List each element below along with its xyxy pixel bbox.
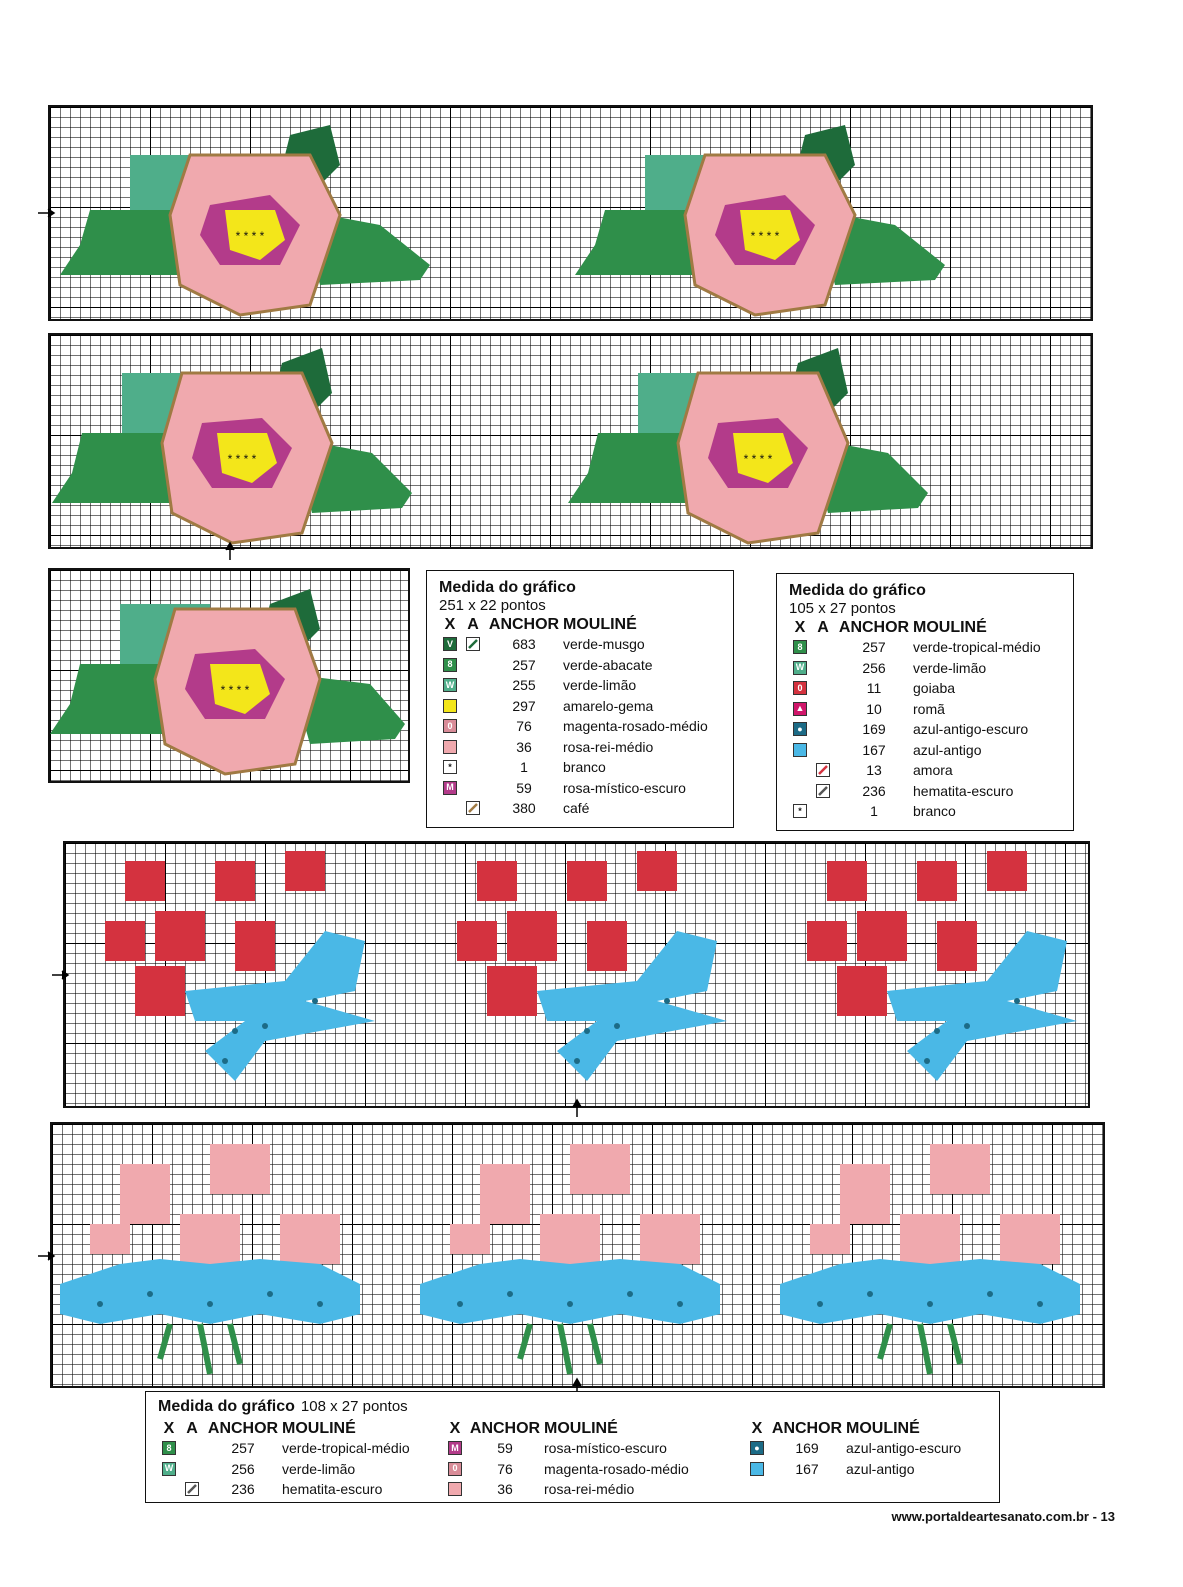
legend-rows xyxy=(158,1438,448,1500)
legend-row xyxy=(158,1459,448,1480)
thread-swatch-icon xyxy=(750,1462,764,1476)
thread-swatch-icon: W xyxy=(443,678,457,692)
thread-swatch-icon: V xyxy=(443,637,457,651)
thread-swatch-icon: 0 xyxy=(443,719,457,733)
flower-chart-1 xyxy=(48,105,1093,321)
mouline-name: rosa-místico-escuro xyxy=(563,779,686,796)
legend-header: X A ANCHOR MOULINÉ xyxy=(444,616,637,633)
mouline-name: verde-limão xyxy=(282,1460,356,1477)
mouline-name: branco xyxy=(563,759,606,776)
mouline-name: verde-limão xyxy=(913,659,987,676)
anchor-code: 236 xyxy=(231,1481,255,1498)
legend-rows xyxy=(789,637,1061,822)
pink-blue-motif xyxy=(420,1144,760,1374)
svg-text:* * * *: * * * * xyxy=(220,683,250,697)
thread-swatch-icon: * xyxy=(443,760,457,774)
anchor-code: 380 xyxy=(512,800,536,817)
legend-header: X A ANCHOR MOULINÉ xyxy=(794,619,987,636)
mouline-name: magenta-rosado-médio xyxy=(544,1460,689,1477)
anchor-code: 59 xyxy=(516,779,532,796)
svg-text:* * * *: * * * * xyxy=(750,229,780,243)
center-arrow-icon xyxy=(572,1097,582,1117)
mouline-name: hematita-escuro xyxy=(282,1481,383,1498)
legend-row xyxy=(439,696,721,717)
mouline-name: verde-abacate xyxy=(563,656,653,673)
pink-blue-chart xyxy=(50,1122,1105,1388)
rose-bow-motif xyxy=(787,851,1090,1101)
anchor-code: 13 xyxy=(866,762,882,779)
anchor-code: 683 xyxy=(512,636,536,653)
anchor-code: 257 xyxy=(862,639,886,656)
thread-swatch-icon: 8 xyxy=(443,658,457,672)
legend-row xyxy=(789,719,1061,740)
thread-swatch-icon xyxy=(443,740,457,754)
anchor-code: 76 xyxy=(497,1460,513,1477)
anchor-code: 11 xyxy=(866,680,882,697)
page-footer: www.portaldeartesanato.com.br - 13 xyxy=(891,1509,1115,1524)
thread-swatch-icon: 0 xyxy=(448,1462,462,1476)
legend-row xyxy=(746,1459,996,1480)
legend-row xyxy=(789,678,1061,699)
legend-title: Medida do gráfico xyxy=(789,582,926,599)
legend-row xyxy=(789,781,1061,802)
legend-row xyxy=(789,699,1061,720)
legend-row xyxy=(439,778,721,799)
backstitch-swatch-icon xyxy=(816,763,830,777)
flower-motif xyxy=(60,115,440,321)
legend-row xyxy=(746,1438,996,1459)
legend-box-a xyxy=(426,570,734,828)
mouline-name: verde-limão xyxy=(563,677,637,694)
mouline-name: verde-musgo xyxy=(563,636,645,653)
anchor-code: 36 xyxy=(516,738,532,755)
mouline-name: verde-tropical-médio xyxy=(282,1440,410,1457)
thread-swatch-icon: M xyxy=(448,1441,462,1455)
anchor-code: 169 xyxy=(862,721,886,738)
pink-blue-motif xyxy=(780,1144,1105,1374)
thread-swatch-icon: 8 xyxy=(793,640,807,654)
mouline-name: amarelo-gema xyxy=(563,697,654,714)
legend-row xyxy=(789,658,1061,679)
svg-text:* * * *: * * * * xyxy=(227,452,257,466)
legend-row xyxy=(439,757,721,778)
legend-row xyxy=(439,634,721,655)
legend-row xyxy=(439,716,721,737)
anchor-code: 59 xyxy=(497,1440,513,1457)
rose-bow-motif xyxy=(437,851,757,1101)
backstitch-swatch-icon xyxy=(466,801,480,815)
legend-row xyxy=(789,637,1061,658)
thread-swatch-icon: W xyxy=(793,661,807,675)
anchor-code: 257 xyxy=(512,656,536,673)
legend-row xyxy=(439,675,721,696)
anchor-code: 297 xyxy=(512,697,536,714)
mouline-name: azul-antigo xyxy=(846,1460,915,1477)
legend-row xyxy=(439,798,721,819)
flower-motif xyxy=(568,343,948,549)
center-arrow-icon xyxy=(52,970,72,980)
flower-motif xyxy=(52,343,432,549)
anchor-code: 256 xyxy=(862,659,886,676)
center-arrow-icon xyxy=(225,540,235,560)
legend-row xyxy=(444,1459,734,1480)
mouline-name: goiaba xyxy=(913,680,956,697)
legend-row xyxy=(158,1479,448,1500)
anchor-code: 167 xyxy=(795,1460,819,1477)
thread-swatch-icon xyxy=(793,743,807,757)
mouline-name: branco xyxy=(913,803,956,820)
svg-text:* * * *: * * * * xyxy=(743,452,773,466)
anchor-code: 1 xyxy=(870,803,878,820)
anchor-code: 76 xyxy=(516,718,532,735)
legend-size: 108 x 27 pontos xyxy=(300,1398,408,1415)
backstitch-swatch-icon xyxy=(185,1482,199,1496)
anchor-code: 36 xyxy=(497,1481,513,1498)
flower-chart-3 xyxy=(48,568,410,783)
backstitch-swatch-icon xyxy=(466,637,480,651)
mouline-name: azul-antigo xyxy=(913,741,982,758)
thread-swatch-icon xyxy=(443,699,457,713)
legend-size: 105 x 27 pontos xyxy=(789,600,896,617)
anchor-code: 1 xyxy=(520,759,528,776)
legend-row xyxy=(444,1479,734,1500)
pink-blue-motif xyxy=(60,1144,400,1374)
legend-column-3: X ANCHOR MOULINÉ ● 169 azul-antigo-escuro 167 azul-antigo xyxy=(746,1418,996,1479)
legend-row xyxy=(444,1438,734,1459)
legend-rows xyxy=(444,1438,734,1500)
legend-row xyxy=(789,760,1061,781)
thread-swatch-icon: * xyxy=(793,804,807,818)
mouline-name: magenta-rosado-médio xyxy=(563,718,708,735)
thread-swatch-icon: ● xyxy=(750,1441,764,1455)
legend-title-line xyxy=(158,1398,987,1416)
mouline-name: rosa-rei-médio xyxy=(563,738,654,755)
flower-chart-2 xyxy=(48,333,1093,549)
backstitch-swatch-icon xyxy=(816,784,830,798)
svg-text:* * * *: * * * * xyxy=(235,229,265,243)
thread-swatch-icon: M xyxy=(443,781,457,795)
legend-column-1: X A ANCHOR MOULINÉ 8 257 verde-tropical-médio W 256 verde-limão 236 hematita-escuro xyxy=(158,1418,448,1500)
legend-title: Medida do gráfico xyxy=(158,1398,295,1415)
anchor-code: 167 xyxy=(862,741,886,758)
center-arrow-icon xyxy=(38,208,58,218)
thread-swatch-icon: ● xyxy=(793,722,807,736)
mouline-name: romã xyxy=(913,700,945,717)
mouline-name: rosa-místico-escuro xyxy=(544,1440,667,1457)
mouline-name: amora xyxy=(913,762,953,779)
thread-swatch-icon: W xyxy=(162,1462,176,1476)
anchor-code: 256 xyxy=(231,1460,255,1477)
anchor-code: 169 xyxy=(795,1440,819,1457)
flower-motif xyxy=(575,115,955,321)
thread-swatch-icon: 8 xyxy=(162,1441,176,1455)
anchor-code: 257 xyxy=(231,1440,255,1457)
legend-row xyxy=(439,655,721,676)
thread-swatch-icon: ▲ xyxy=(793,702,807,716)
rose-bow-motif xyxy=(85,851,405,1101)
thread-swatch-icon: 0 xyxy=(793,681,807,695)
flower-motif xyxy=(50,584,410,783)
anchor-code: 255 xyxy=(512,677,536,694)
legend-box-c xyxy=(145,1391,1000,1503)
legend-size: 251 x 22 pontos xyxy=(439,597,546,614)
legend-row xyxy=(789,801,1061,822)
mouline-name: hematita-escuro xyxy=(913,782,1014,799)
center-arrow-icon xyxy=(38,1251,58,1261)
legend-rows xyxy=(746,1438,996,1479)
legend-rows xyxy=(439,634,721,819)
legend-row xyxy=(158,1438,448,1459)
anchor-code: 10 xyxy=(866,700,882,717)
rose-bow-chart xyxy=(63,841,1090,1108)
legend-column-2: X ANCHOR MOULINÉ M 59 rosa-místico-escuro 0 76 magenta-rosado-médio 36 rosa-rei-médio xyxy=(444,1418,734,1500)
mouline-name: verde-tropical-médio xyxy=(913,639,1041,656)
mouline-name: rosa-rei-médio xyxy=(544,1481,635,1498)
thread-swatch-icon xyxy=(448,1482,462,1496)
legend-row xyxy=(789,740,1061,761)
legend-row xyxy=(439,737,721,758)
mouline-name: café xyxy=(563,800,590,817)
legend-box-b xyxy=(776,573,1074,831)
mouline-name: azul-antigo-escuro xyxy=(913,721,1029,738)
anchor-code: 236 xyxy=(862,782,886,799)
mouline-name: azul-antigo-escuro xyxy=(846,1440,962,1457)
legend-title: Medida do gráfico xyxy=(439,579,576,596)
